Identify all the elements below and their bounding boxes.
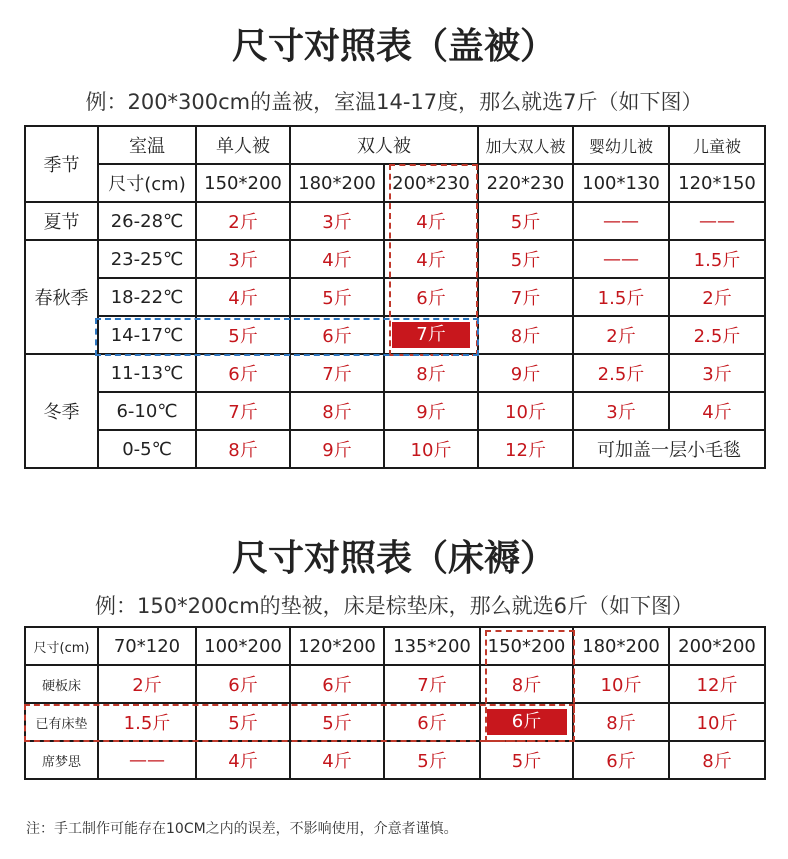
value-cell: 4斤	[290, 240, 384, 278]
value-cell: 5斤	[196, 703, 290, 741]
value-cell: 10斤	[573, 665, 669, 703]
size-col: 220*230	[478, 164, 573, 202]
group-infant: 婴幼儿被	[573, 126, 669, 164]
season-label: 春秋季	[25, 240, 98, 354]
selected-value: 6斤	[487, 709, 567, 735]
value-cell: 5斤	[290, 278, 384, 316]
group-child: 儿童被	[669, 126, 765, 164]
value-cell: 10斤	[669, 703, 765, 741]
size-col: 135*200	[384, 627, 480, 665]
value-cell: 1.5斤	[669, 240, 765, 278]
size-col: 180*200	[573, 627, 669, 665]
value-cell: 6斤	[290, 316, 384, 354]
value-cell: 6斤	[196, 354, 290, 392]
value-cell: ——	[669, 202, 765, 240]
group-kingsize: 加大双人被	[478, 126, 573, 164]
temp-cell: 0-5℃	[98, 430, 196, 468]
value-cell: 1.5斤	[98, 703, 196, 741]
size-col: 100*200	[196, 627, 290, 665]
value-cell: 3斤	[290, 202, 384, 240]
value-cell: 4斤	[384, 240, 478, 278]
bed-type-label: 硬板床	[25, 665, 98, 703]
value-cell: ——	[573, 240, 669, 278]
group-double: 双人被	[290, 126, 478, 164]
size-col: 120*150	[669, 164, 765, 202]
value-cell: 3斤	[196, 240, 290, 278]
season-header: 季节	[25, 126, 98, 202]
value-cell: 5斤	[478, 202, 573, 240]
quilt-size-table	[24, 125, 766, 469]
value-cell: 8斤	[196, 430, 290, 468]
selected-value-cell	[384, 316, 478, 354]
temp-cell: 6-10℃	[98, 392, 196, 430]
value-cell: 5斤	[480, 741, 573, 779]
value-cell: 4斤	[669, 392, 765, 430]
value-cell: 12斤	[478, 430, 573, 468]
mattress-title: 尺寸对照表（床褥）	[231, 538, 556, 579]
value-cell: 2斤	[98, 665, 196, 703]
size-col: 70*120	[98, 627, 196, 665]
quilt-example: 例：200*300cm的盖被，室温14-17度，那么就选7斤（如下图）	[85, 90, 703, 114]
value-cell: ——	[98, 741, 196, 779]
temp-cell: 14-17℃	[98, 316, 196, 354]
value-cell: 5斤	[290, 703, 384, 741]
size-header: 尺寸(cm)	[98, 164, 196, 202]
value-cell: 6斤	[384, 278, 478, 316]
value-cell: 4斤	[384, 202, 478, 240]
selected-value-cell	[480, 703, 573, 741]
season-label: 冬季	[25, 354, 98, 468]
value-cell: 8斤	[478, 316, 573, 354]
season-label: 夏节	[25, 202, 98, 240]
value-cell: 2斤	[669, 278, 765, 316]
quilt-title: 尺寸对照表（盖被）	[231, 26, 556, 67]
value-cell: 8斤	[290, 392, 384, 430]
value-cell: 6斤	[384, 703, 480, 741]
selected-value: 7斤	[392, 322, 470, 348]
value-cell: 4斤	[290, 741, 384, 779]
bed-type-label: 已有床垫	[25, 703, 98, 741]
value-cell: 8斤	[480, 665, 573, 703]
mattress-example: 例：150*200cm的垫被，床是棕垫床，那么就选6斤（如下图）	[94, 594, 694, 618]
value-cell: 1.5斤	[573, 278, 669, 316]
value-cell: 8斤	[573, 703, 669, 741]
size-col: 180*200	[290, 164, 384, 202]
value-cell: 8斤	[384, 354, 478, 392]
value-cell: 8斤	[669, 741, 765, 779]
value-cell: 6斤	[573, 741, 669, 779]
value-cell: 5斤	[196, 316, 290, 354]
value-cell: 5斤	[384, 741, 480, 779]
group-single: 单人被	[196, 126, 290, 164]
value-cell: 3斤	[573, 392, 669, 430]
size-header: 尺寸(cm)	[25, 627, 98, 665]
value-cell: 3斤	[669, 354, 765, 392]
value-cell: 2.5斤	[669, 316, 765, 354]
value-cell: 2斤	[573, 316, 669, 354]
mattress-size-table	[24, 626, 766, 780]
temp-cell: 26-28℃	[98, 202, 196, 240]
value-cell: 2斤	[196, 202, 290, 240]
value-cell: 6斤	[290, 665, 384, 703]
size-col: 100*130	[573, 164, 669, 202]
temp-header: 室温	[98, 126, 196, 164]
value-cell: 6斤	[196, 665, 290, 703]
value-cell: 10斤	[478, 392, 573, 430]
size-col: 200*200	[669, 627, 765, 665]
value-cell: 7斤	[478, 278, 573, 316]
bed-type-label: 席梦思	[25, 741, 98, 779]
blanket-note-cell: 可加盖一层小毛毯	[573, 430, 765, 468]
value-cell: 4斤	[196, 741, 290, 779]
value-cell: 9斤	[478, 354, 573, 392]
value-cell: 9斤	[384, 392, 478, 430]
footnote: 注：手工制作可能存在10CM之内的误差，不影响使用，介意者谨慎。	[26, 821, 458, 837]
temp-cell: 23-25℃	[98, 240, 196, 278]
value-cell: 12斤	[669, 665, 765, 703]
size-col: 150*200	[480, 627, 573, 665]
value-cell: 2.5斤	[573, 354, 669, 392]
value-cell: 5斤	[478, 240, 573, 278]
size-col: 200*230	[384, 164, 478, 202]
temp-cell: 11-13℃	[98, 354, 196, 392]
temp-cell: 18-22℃	[98, 278, 196, 316]
size-col: 120*200	[290, 627, 384, 665]
value-cell: 7斤	[196, 392, 290, 430]
value-cell: ——	[573, 202, 669, 240]
value-cell: 9斤	[290, 430, 384, 468]
value-cell: 7斤	[290, 354, 384, 392]
value-cell: 10斤	[384, 430, 478, 468]
value-cell: 4斤	[196, 278, 290, 316]
size-col: 150*200	[196, 164, 290, 202]
value-cell: 7斤	[384, 665, 480, 703]
